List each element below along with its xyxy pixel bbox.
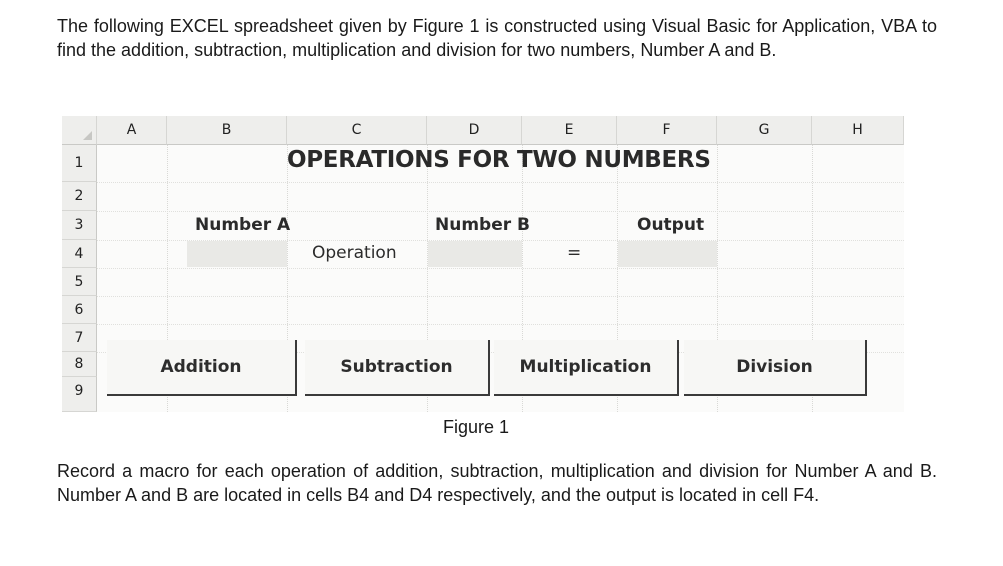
instructions-paragraph: Record a macro for each operation of addition, subtraction, multiplication and division for Number A and B. Number A and B are located in cells B4 and D4 respectively, and the output is located in cell F4.: [57, 461, 937, 505]
column-header-a[interactable]: A: [97, 116, 167, 145]
subtraction-button[interactable]: Subtraction: [305, 340, 490, 396]
row-header-4[interactable]: 4: [62, 240, 97, 268]
label-operation: Operation: [312, 243, 397, 263]
multiplication-button[interactable]: Multiplication: [494, 340, 679, 396]
column-header-e[interactable]: E: [522, 116, 617, 145]
row-header-8[interactable]: 8: [62, 352, 97, 377]
sheet-title: OPERATIONS FOR TWO NUMBERS: [287, 147, 711, 173]
row-header-5[interactable]: 5: [62, 268, 97, 296]
column-header-h[interactable]: H: [812, 116, 904, 145]
gridline: [97, 296, 904, 297]
label-number-b: Number B: [435, 215, 531, 235]
cell-f4-output[interactable]: [618, 241, 717, 267]
cell-b4-number-a[interactable]: [187, 241, 287, 267]
gridline: [97, 324, 904, 325]
cell-d4-number-b[interactable]: [428, 241, 522, 267]
gridline: [97, 182, 904, 183]
row-header-2[interactable]: 2: [62, 182, 97, 211]
column-header-b[interactable]: B: [167, 116, 287, 145]
row-header-6[interactable]: 6: [62, 296, 97, 324]
row-header-7[interactable]: 7: [62, 324, 97, 352]
select-all-corner[interactable]: [62, 116, 97, 145]
equals-sign: =: [567, 243, 582, 263]
intro-paragraph: The following EXCEL spreadsheet given by Figure 1 is constructed using Visual Basic for Application, VBA to find the addition, subtraction, multiplication and division for two numbers, Number A and B.: [57, 16, 937, 60]
column-header-d[interactable]: D: [427, 116, 522, 145]
gridline: [97, 268, 904, 269]
row-header-3[interactable]: 3: [62, 211, 97, 240]
spreadsheet-figure: [62, 116, 904, 412]
column-header-c[interactable]: C: [287, 116, 427, 145]
column-header-g[interactable]: G: [717, 116, 812, 145]
label-number-a: Number A: [195, 215, 291, 235]
gridline: [97, 211, 904, 212]
label-output: Output: [637, 215, 705, 235]
division-button[interactable]: Division: [684, 340, 867, 396]
row-header-9[interactable]: 9: [62, 377, 97, 412]
row-header-1[interactable]: 1: [62, 145, 97, 182]
column-header-f[interactable]: F: [617, 116, 717, 145]
figure-caption: Figure 1: [443, 417, 510, 437]
addition-button[interactable]: Addition: [107, 340, 297, 396]
select-all-triangle-icon: [83, 131, 92, 140]
